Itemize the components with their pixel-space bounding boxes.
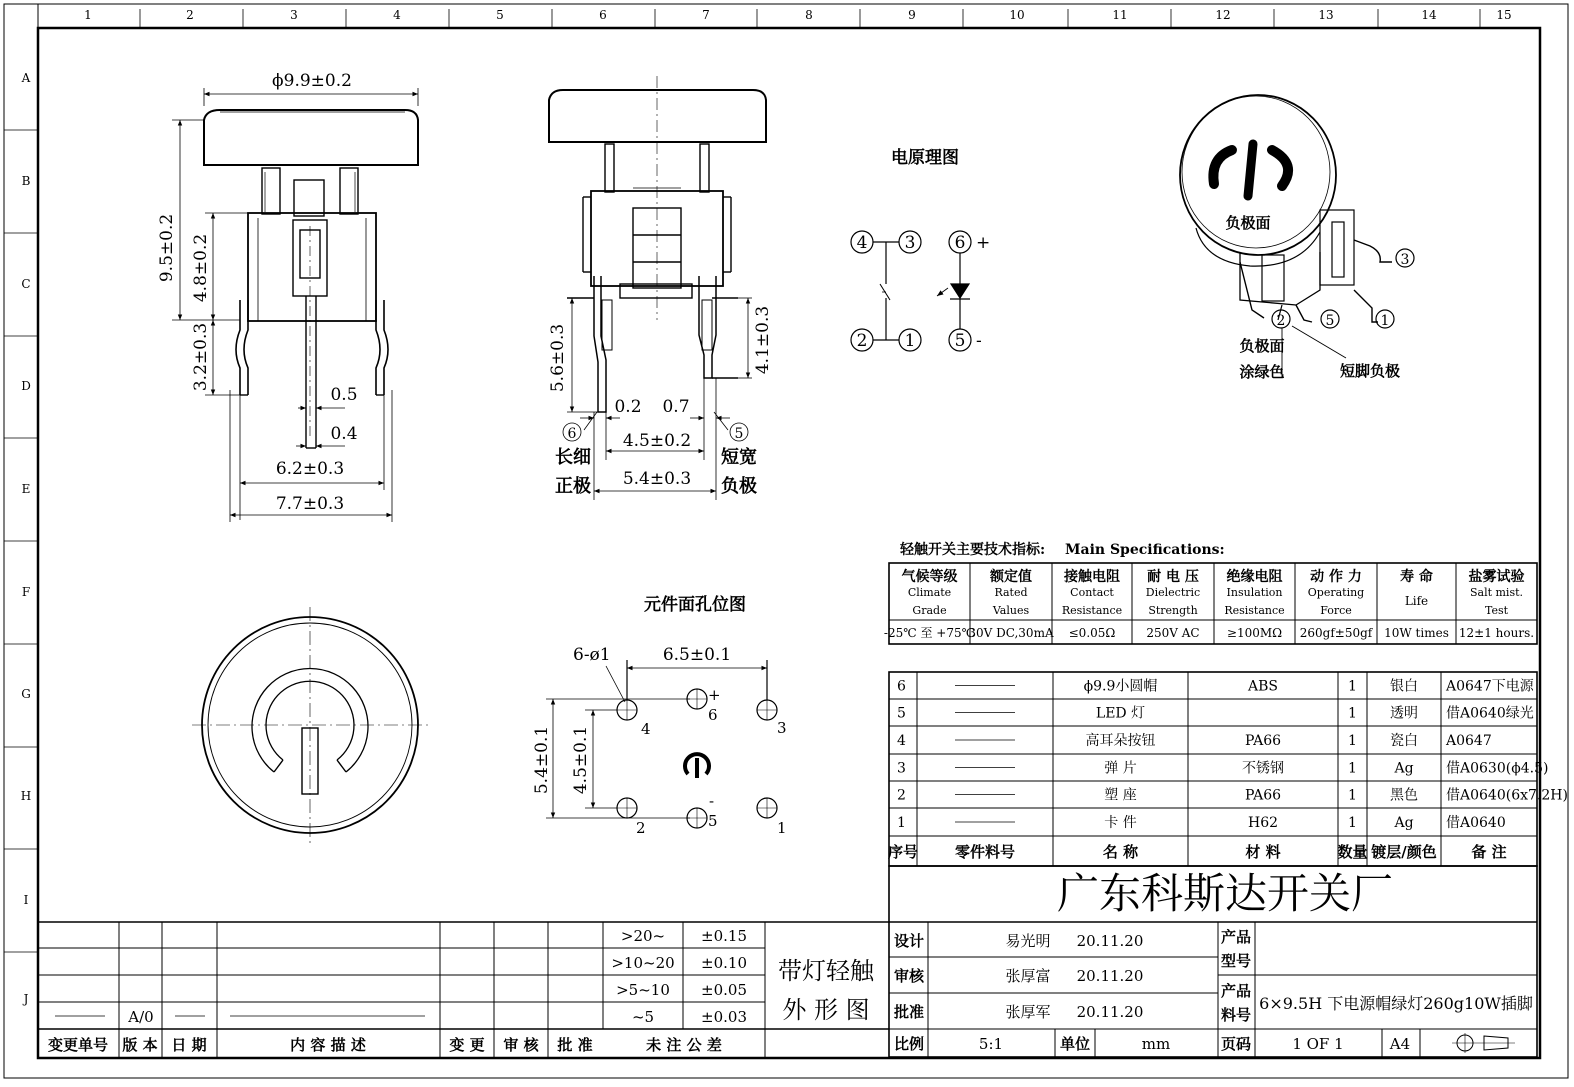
body-width-dim: 5.4±0.3: [622, 469, 692, 489]
outer-width-dim: 7.7±0.3: [275, 494, 345, 514]
negative-note: 负极: [721, 476, 757, 497]
version: A/0: [128, 1008, 154, 1026]
tol-value-1: ±0.10: [701, 954, 747, 972]
frame-col-11: 11: [1112, 8, 1128, 22]
tol-value-0: ±0.15: [701, 927, 747, 945]
frame-col-8: 8: [805, 8, 813, 22]
spec-cn-2: 接触电阻: [1064, 569, 1120, 585]
frame-row-H: H: [20, 789, 32, 803]
model-label-2: 型号: [1220, 952, 1252, 970]
long-thin-note: 长细: [555, 447, 591, 468]
bom-qty-4: 1: [1348, 733, 1357, 749]
checker: 张厚富: [1005, 967, 1051, 985]
scale-value: 5:1: [978, 1035, 1004, 1053]
rev-header-6: 批 准: [557, 1036, 593, 1054]
unit-label: 单位: [1059, 1035, 1091, 1053]
design-label: 设计: [893, 932, 925, 950]
side-view-dim-text: [548, 306, 773, 497]
frame-col-15: 15: [1496, 8, 1512, 22]
node-1: 1: [904, 331, 916, 351]
hole-5: 5: [708, 812, 718, 830]
spec-en1-7: Salt mist.: [1469, 586, 1524, 599]
bom-qty-5: 1: [1348, 705, 1357, 722]
dim-0-2: 0.2: [614, 397, 642, 417]
hole-layout-title: 元件面孔位图: [644, 595, 746, 615]
rev-header-4: 变 更: [449, 1036, 485, 1054]
bom-note-4: A0647: [1446, 733, 1492, 749]
plus-sign: +: [976, 233, 991, 253]
frame-row-E: E: [21, 482, 31, 496]
spec-title-en: Main Specifications:: [1065, 542, 1225, 558]
rev-header-3: 内 容 描 述: [290, 1036, 366, 1054]
dim-0-7: 0.7: [662, 397, 690, 417]
paper-size: A4: [1389, 1035, 1411, 1053]
green-face-note-1: 负极面: [1239, 337, 1285, 355]
bom-note-1: 借A0640: [1446, 815, 1506, 831]
bom-finish-6: 银白: [1390, 678, 1418, 695]
spec-cn-4: 绝缘电阻: [1226, 569, 1283, 585]
node-3: 3: [904, 233, 916, 253]
rev-header-1: 版 本: [122, 1036, 158, 1054]
node-2: 2: [856, 331, 868, 351]
bom-name-2: 塑 座: [1104, 787, 1137, 804]
bom-qty-3: 1: [1348, 760, 1357, 777]
spec-en1-4: Insulation: [1226, 586, 1283, 599]
bom-finish-2: 黑色: [1390, 787, 1418, 804]
frame-row-I: I: [23, 893, 29, 907]
designer: 易光明: [1005, 932, 1051, 950]
node-6: 6: [954, 233, 966, 253]
h-spacing-dim: 6.5±0.1: [662, 645, 732, 665]
model-label-1: 产品: [1220, 928, 1252, 946]
iso-view-labels: [1225, 214, 1409, 381]
pin-length-dim: 3.2±0.3: [191, 322, 211, 392]
approver: 张厚军: [1005, 1003, 1051, 1021]
body-height-dim: 4.8±0.2: [191, 233, 211, 303]
spec-cn-3: 耐 电 压: [1147, 569, 1199, 585]
bom-finish-4: 瓷白: [1390, 733, 1418, 749]
frame-col-3: 3: [290, 8, 298, 22]
spec-cn-1: 额定值: [990, 569, 1032, 585]
rev-header-5: 审 核: [503, 1036, 539, 1054]
partno-label-2: 料号: [1220, 1006, 1252, 1024]
bom-header-finish: 镀层/颜色: [1371, 843, 1437, 861]
bom-material-2: PA66: [1244, 787, 1282, 804]
positive-note: 正极: [555, 476, 591, 497]
hole-minus: -: [709, 792, 715, 810]
unit-value: mm: [1141, 1035, 1171, 1053]
cap-diameter-dim: ϕ9.9±0.2: [272, 71, 352, 91]
approve-label: 批准: [893, 1003, 925, 1021]
design-date: 20.11.20: [1076, 932, 1144, 950]
frame-col-13: 13: [1318, 8, 1334, 22]
title-block-text: [778, 869, 1533, 1053]
v-inner-dim: 4.5±0.1: [571, 725, 591, 795]
bom-note-5: 借A0640绿光: [1446, 705, 1534, 722]
bom-header-qty: 数量: [1337, 843, 1368, 861]
bom-qty-1: 1: [1348, 815, 1357, 831]
frame-row-B: B: [21, 174, 31, 188]
bom-finish-1: Ag: [1394, 815, 1414, 831]
schematic-title: 电原理图: [891, 148, 959, 168]
frame-row-D: D: [21, 379, 31, 393]
spec-title-cn: 轻触开关主要技术指标:: [900, 542, 1046, 558]
frame-row-labels: [4, 71, 38, 1006]
spec-value-3: 250V AC: [1146, 626, 1200, 640]
bom-qty-6: 1: [1348, 678, 1357, 695]
inner-width-dim: 6.2±0.3: [275, 459, 345, 479]
company-name: 广东科斯达开关厂: [1056, 869, 1394, 918]
bom-name-3: 弹 片: [1104, 760, 1137, 777]
bom-finish-5: 透明: [1390, 705, 1418, 722]
hole-layout-labels: [532, 594, 787, 837]
frame-col-6: 6: [599, 8, 607, 22]
spec-en2-4: Resistance: [1224, 604, 1285, 617]
bom-material-4: PA66: [1244, 733, 1282, 749]
bom-header-material: 材 料: [1245, 843, 1281, 861]
node-4: 4: [856, 233, 868, 253]
bom-no-4: 4: [897, 733, 906, 749]
schematic-labels: [857, 147, 991, 351]
hole-spec: 6-ø1: [573, 645, 611, 665]
minus-sign: -: [976, 331, 982, 351]
bom-note-6: A0647下电源: [1446, 678, 1534, 695]
tol-range-0: >20~: [620, 927, 666, 945]
frame-column-labels: [84, 8, 1511, 28]
spec-value-2: ≤0.05Ω: [1068, 626, 1116, 640]
spec-cn-6: 寿 命: [1400, 569, 1433, 585]
tol-range-3: ~5: [631, 1008, 655, 1026]
tol-value-2: ±0.05: [701, 981, 747, 999]
bom-material-1: H62: [1247, 815, 1279, 831]
hole-6: 6: [708, 706, 718, 724]
bom-table: [888, 672, 1568, 866]
frame-row-F: F: [21, 585, 31, 599]
frame-col-14: 14: [1421, 8, 1437, 22]
bom-no-6: 6: [897, 678, 906, 695]
check-date: 20.11.20: [1076, 967, 1144, 985]
bom-header-part_no: 零件料号: [954, 843, 1016, 861]
spec-en2-7: Test: [1484, 604, 1509, 617]
left-height-dim: 5.6±0.3: [548, 323, 568, 393]
spec-en1-0: Climate: [907, 586, 952, 599]
partno-label-1: 产品: [1220, 982, 1252, 1000]
iso-pin-1: 1: [1380, 313, 1390, 329]
frame-col-5: 5: [496, 8, 504, 22]
short-pin-note: 短脚负极: [1339, 362, 1401, 380]
pin-spacing-dim: 4.5±0.2: [622, 431, 692, 451]
iso-view: [1180, 95, 1414, 378]
frame-col-2: 2: [186, 8, 194, 22]
short-wide-note: 短宽: [721, 447, 757, 468]
tol-range-1: >10~20: [611, 954, 675, 972]
pin-dim-a: 0.5: [330, 385, 358, 405]
spec-value-7: 12±1 hours.: [1458, 626, 1535, 640]
frame-col-1: 1: [84, 8, 92, 22]
spec-value-4: ≥100MΩ: [1226, 626, 1283, 640]
spec-en2-3: Strength: [1148, 604, 1198, 617]
bom-header-note: 备 注: [1471, 843, 1507, 861]
total-height-dim: 9.5±0.2: [157, 213, 177, 283]
spec-table: [884, 541, 1537, 644]
spec-en2-0: Grade: [912, 604, 947, 617]
revision-text: [48, 927, 747, 1054]
spec-en1-6: Life: [1404, 594, 1429, 608]
hole-2: 2: [636, 819, 646, 837]
face-label: 负极面: [1225, 214, 1271, 232]
bom-material-6: ABS: [1248, 678, 1278, 695]
scale-label: 比例: [893, 1035, 925, 1053]
spec-en1-5: Operating: [1307, 586, 1365, 599]
bom-finish-3: Ag: [1394, 760, 1414, 777]
spec-en2-1: Values: [992, 604, 1030, 617]
bottom-view: [192, 607, 428, 843]
spec-en1-3: Dielectric: [1145, 586, 1201, 599]
v-outer-dim: 5.4±0.1: [532, 725, 552, 795]
page-value: 1 OF 1: [1292, 1035, 1344, 1053]
tol-range-2: >5~10: [616, 981, 670, 999]
frame-row-C: C: [21, 277, 31, 291]
tol-value-3: ±0.03: [701, 1008, 747, 1026]
hole-3: 3: [777, 719, 787, 737]
frame-col-7: 7: [702, 8, 710, 22]
approve-date: 20.11.20: [1076, 1003, 1144, 1021]
bom-name-1: 卡 件: [1104, 815, 1137, 831]
bom-name-6: ϕ9.9小圆帽: [1083, 678, 1158, 695]
frame-col-12: 12: [1215, 8, 1231, 22]
bom-note-2: 借A0640(6x7.2H): [1446, 787, 1568, 804]
page-label: 页码: [1220, 1035, 1252, 1053]
drawing-title-2: 外 形 图: [782, 996, 870, 1024]
frame-row-J: J: [23, 992, 29, 1006]
green-face-note-2: 涂绿色: [1239, 363, 1285, 381]
bom-note-3: 借A0630(ϕ4.5): [1446, 760, 1549, 777]
bom-material-3: 不锈钢: [1242, 760, 1284, 777]
spec-en1-2: Contact: [1070, 586, 1114, 599]
bom-no-3: 3: [897, 760, 906, 777]
drawing-title-1: 带灯轻触: [778, 957, 874, 985]
bom-name-4: 高耳朵按钮: [1085, 733, 1156, 749]
frame-col-4: 4: [393, 8, 401, 22]
rev-header-2: 日 期: [171, 1036, 207, 1054]
pin-dim-b: 0.4: [330, 424, 358, 444]
right-height-dim: 4.1±0.3: [753, 305, 773, 375]
spec-en1-1: Rated: [994, 586, 1028, 599]
side-view: [549, 76, 766, 412]
spec-value-5: 260gf±50gf: [1299, 626, 1373, 640]
bom-qty-2: 1: [1348, 787, 1357, 804]
iso-pin-2: 2: [1276, 313, 1286, 329]
frame-col-10: 10: [1009, 8, 1025, 22]
front-view-dimensions: [172, 88, 418, 522]
front-view: [204, 110, 418, 448]
iso-pin-3: 3: [1400, 252, 1410, 268]
rev-header-0: 变更单号: [47, 1036, 109, 1054]
frame-row-G: G: [21, 687, 31, 701]
bom-header-name: 名 称: [1102, 843, 1139, 861]
bom-name-5: LED 灯: [1095, 705, 1146, 722]
bom-header-no: 序号: [887, 843, 919, 861]
part-number: 6×9.5H 下电源帽绿灯260g10W插脚: [1259, 994, 1533, 1013]
right-pin-number: 5: [734, 426, 744, 442]
node-5: 5: [954, 331, 966, 351]
spec-cn-7: 盐雾试验: [1468, 569, 1525, 585]
frame-col-9: 9: [908, 8, 916, 22]
spec-value-0: -25℃ 至 +75℃: [883, 626, 976, 640]
left-pin-number: 6: [567, 426, 577, 442]
spec-cn-0: 气候等级: [901, 569, 958, 585]
hole-plus: +: [708, 686, 721, 704]
hole-1: 1: [777, 819, 787, 837]
check-label: 审核: [893, 967, 925, 985]
spec-value-1: 30V DC,30mA: [968, 626, 1054, 640]
spec-en2-5: Force: [1320, 604, 1352, 617]
frame-row-A: A: [21, 71, 31, 85]
bom-no-1: 1: [897, 815, 906, 831]
hole-4: 4: [641, 720, 651, 738]
spec-cn-5: 动 作 力: [1310, 569, 1362, 585]
bom-no-5: 5: [897, 705, 906, 722]
rev-header-7: 未 注 公 差: [646, 1036, 722, 1054]
spec-value-6: 10W times: [1384, 626, 1449, 640]
iso-pin-5: 5: [1325, 313, 1335, 329]
spec-en2-2: Resistance: [1061, 604, 1123, 617]
bom-no-2: 2: [897, 787, 906, 804]
